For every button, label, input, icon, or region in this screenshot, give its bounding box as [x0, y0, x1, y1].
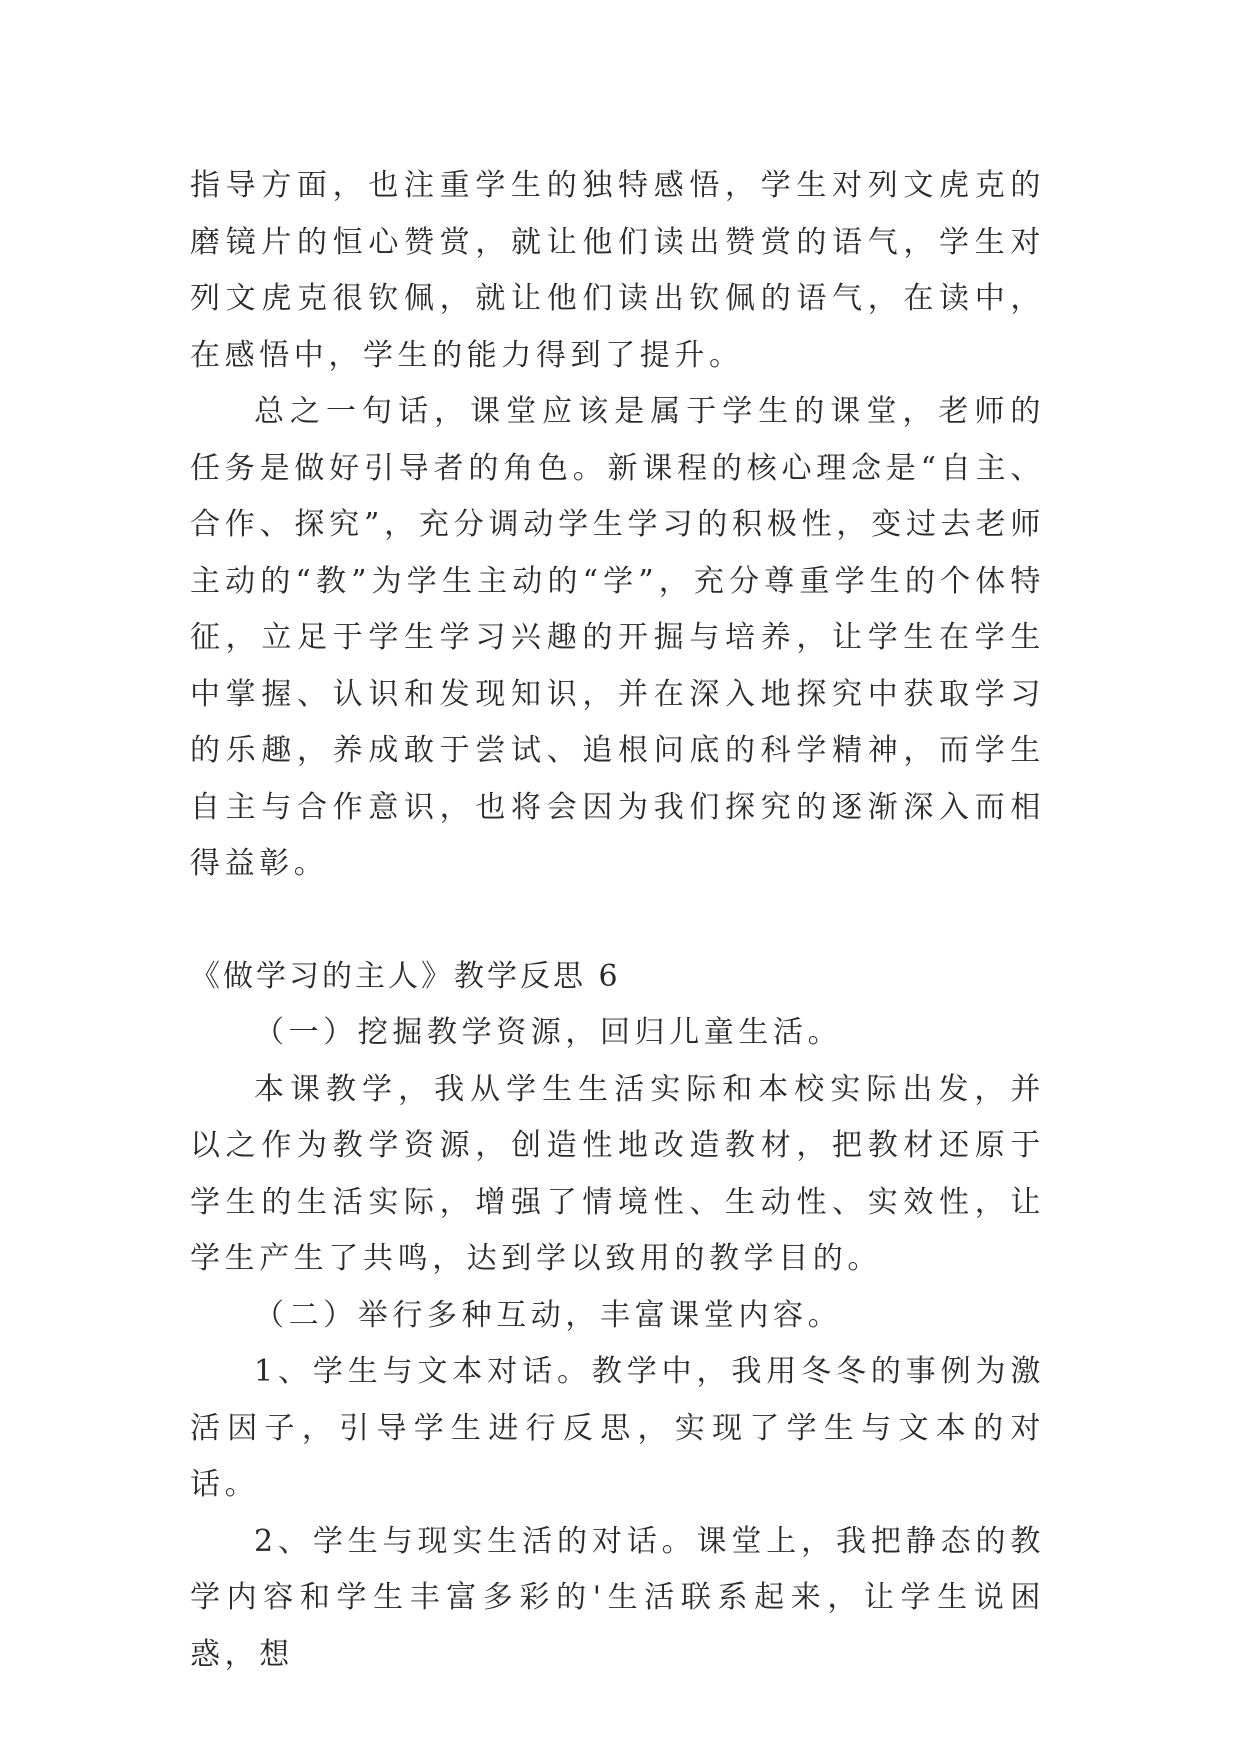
sub-heading-2: （二）举行多种互动，丰富课堂内容。: [254, 1297, 843, 1333]
summary-paragraph: 总之一句话，课堂应该是属于学生的课堂，老师的任务是做好引导者的角色。新课程的核心理念是“自主、合作、探究”，充分调动学生学习的积极性，变过去老师主动的“教”为学生主动的“学”，充分尊重学生的个体特征，立足于学生学习兴趣的开掘与培养，让学生在学生中掌握、认识和发现知识，并在深入地探究中获取学习的乐趣，养成敢于尝试、追根问底的科学精神，而学生自主与合作意识，也将会因为我们探究的逐渐深入而相得益彰。: [190, 394, 1045, 881]
body-paragraph-2: 1、学生与文本对话。教学中，我用冬冬的事例为激活因子，引导学生进行反思，实现了学生与文本的对话。: [190, 1354, 1045, 1502]
continued-paragraph: 指导方面，也注重学生的独特感悟，学生对列文虎克的磨镜片的恒心赞赏，就让他们读出赞赏的语气，学生对列文虎克很钦佩，就让他们读出钦佩的语气，在读中，在感悟中，学生的能力得到了提升。: [190, 168, 1045, 373]
body-paragraph-3: 2、学生与现实生活的对话。课堂上，我把静态的教学内容和学生丰富多彩的'生活联系起来，让学生说困惑，想: [190, 1523, 1045, 1672]
document-body: [190, 158, 1045, 1683]
sub-heading-1: （一）挖掘教学资源，回归儿童生活。: [254, 1015, 843, 1050]
section-title: 《做学习的主人》教学反思 6: [190, 958, 621, 994]
body-paragraph-1: 本课教学，我从学生生活实际和本校实际出发，并以之作为教学资源，创造性地改造教材，把教材还原于学生的生活实际，增强了情境性、生动性、实效性，让学生产生了共鸣，达到学以致用的教学目的。: [190, 1071, 1045, 1276]
